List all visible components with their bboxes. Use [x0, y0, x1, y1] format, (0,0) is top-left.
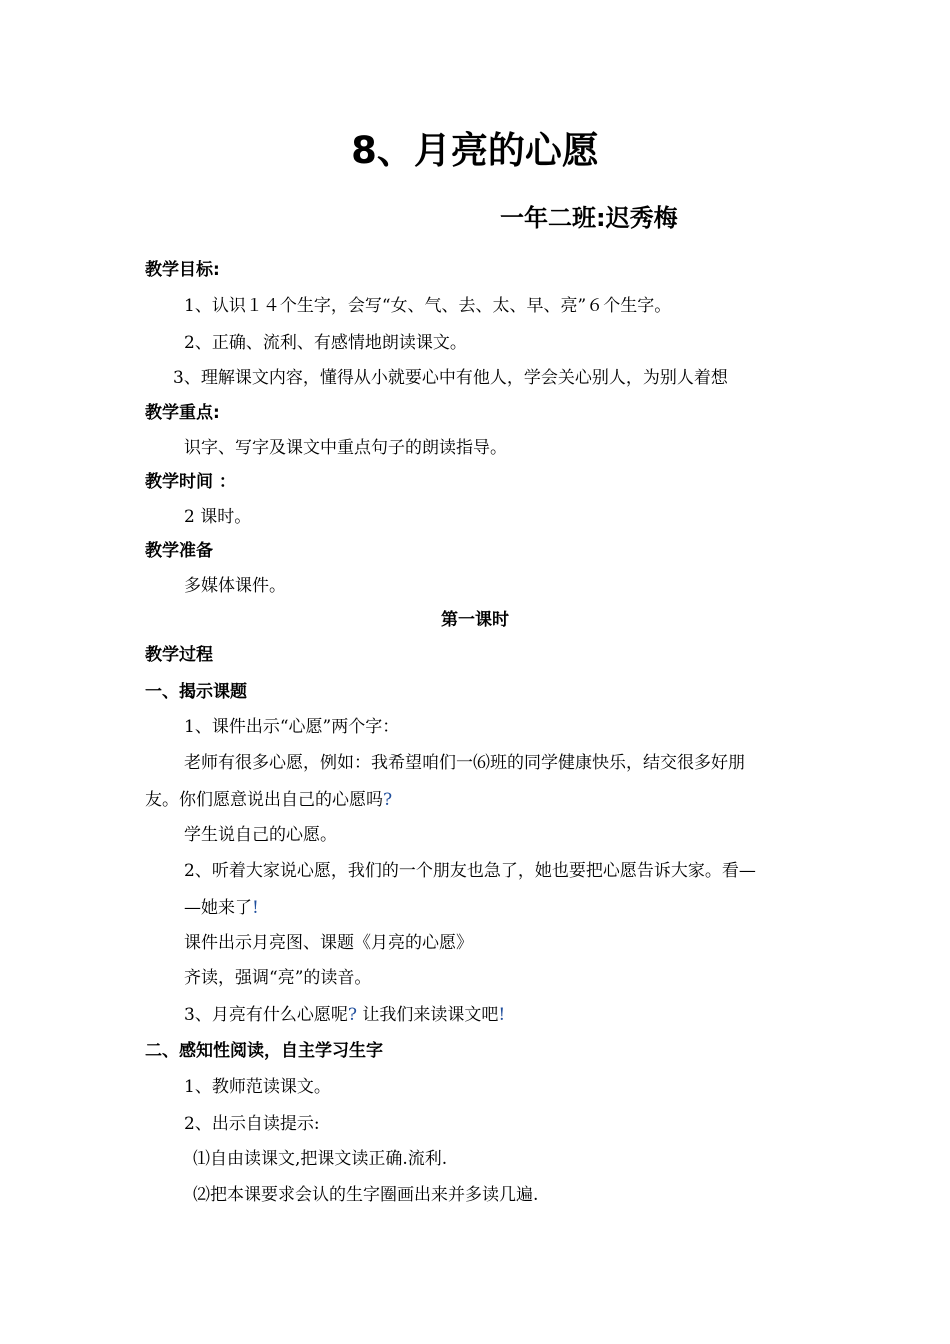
- paragraph: ⑵把本课要求会认的生字圈画出来并多读几遍.: [193, 1185, 539, 1205]
- exclamation-mark: !: [498, 1005, 506, 1025]
- paragraph: [184, 1004, 505, 1026]
- key-points-heading: 教学重点:: [145, 403, 220, 423]
- paragraph-text: 3、月亮有什么心愿呢: [184, 1005, 348, 1025]
- paragraph: 齐读，强调“亮”的读音。: [184, 968, 372, 988]
- time-heading: 教学时间 ：: [145, 472, 236, 492]
- paragraph: [145, 789, 392, 811]
- document-title: 8、月亮的心愿: [351, 129, 599, 172]
- paragraph: ⑴自由读课文,把课文读正确.流利.: [193, 1149, 448, 1169]
- process-heading: 教学过程: [145, 645, 213, 665]
- objective-item: 3、理解课文内容，懂得从小就要心中有他人，学会关心别人，为别人着想: [173, 368, 728, 388]
- paragraph: 学生说自己的心愿。: [184, 825, 337, 845]
- paragraph: [184, 897, 259, 919]
- paragraph: 2、出示自读提示:: [184, 1114, 320, 1134]
- objective-item: 1、认识１４个生字，会写“女、气、去、太、早、亮”６个生字。: [184, 296, 672, 316]
- paragraph: 2、听着大家说心愿，我们的一个朋友也急了，她也要把心愿告诉大家。看—: [184, 861, 756, 881]
- section1-heading: 一、揭示课题: [145, 682, 247, 702]
- section2-heading: 二、感知性阅读，自主学习生字: [145, 1041, 383, 1061]
- question-mark: ?: [347, 1005, 357, 1025]
- paragraph: 老师有很多心愿，例如：我希望咱们一⑹班的同学健康快乐，结交很多好朋: [184, 753, 745, 773]
- time-text: 2 课时。: [184, 507, 252, 527]
- paragraph-text: —她来了: [184, 898, 252, 918]
- paragraph: 课件出示月亮图、课题《月亮的心愿》: [184, 933, 473, 953]
- key-points-text: 识字、写字及课文中重点句子的朗读指导。: [184, 438, 507, 458]
- paragraph-text: 让我们来读课文吧: [356, 1005, 499, 1025]
- question-mark: ?: [383, 790, 393, 810]
- exclamation-mark: !: [252, 898, 259, 918]
- paragraph: 1、课件出示“心愿”两个字：: [184, 717, 400, 737]
- paragraph: 1、教师范读课文。: [184, 1077, 331, 1097]
- objective-item: 2、正确、流利、有感情地朗读课文。: [184, 333, 467, 353]
- paragraph-text: 友。你们愿意说出自己的心愿吗: [145, 790, 383, 810]
- prep-heading: 教学准备: [145, 541, 213, 561]
- document-author: 一年二班:迟秀梅: [500, 204, 678, 232]
- prep-text: 多媒体课件。: [184, 576, 286, 596]
- lesson-heading: 第一课时: [441, 610, 509, 630]
- objectives-heading: 教学目标:: [145, 260, 220, 280]
